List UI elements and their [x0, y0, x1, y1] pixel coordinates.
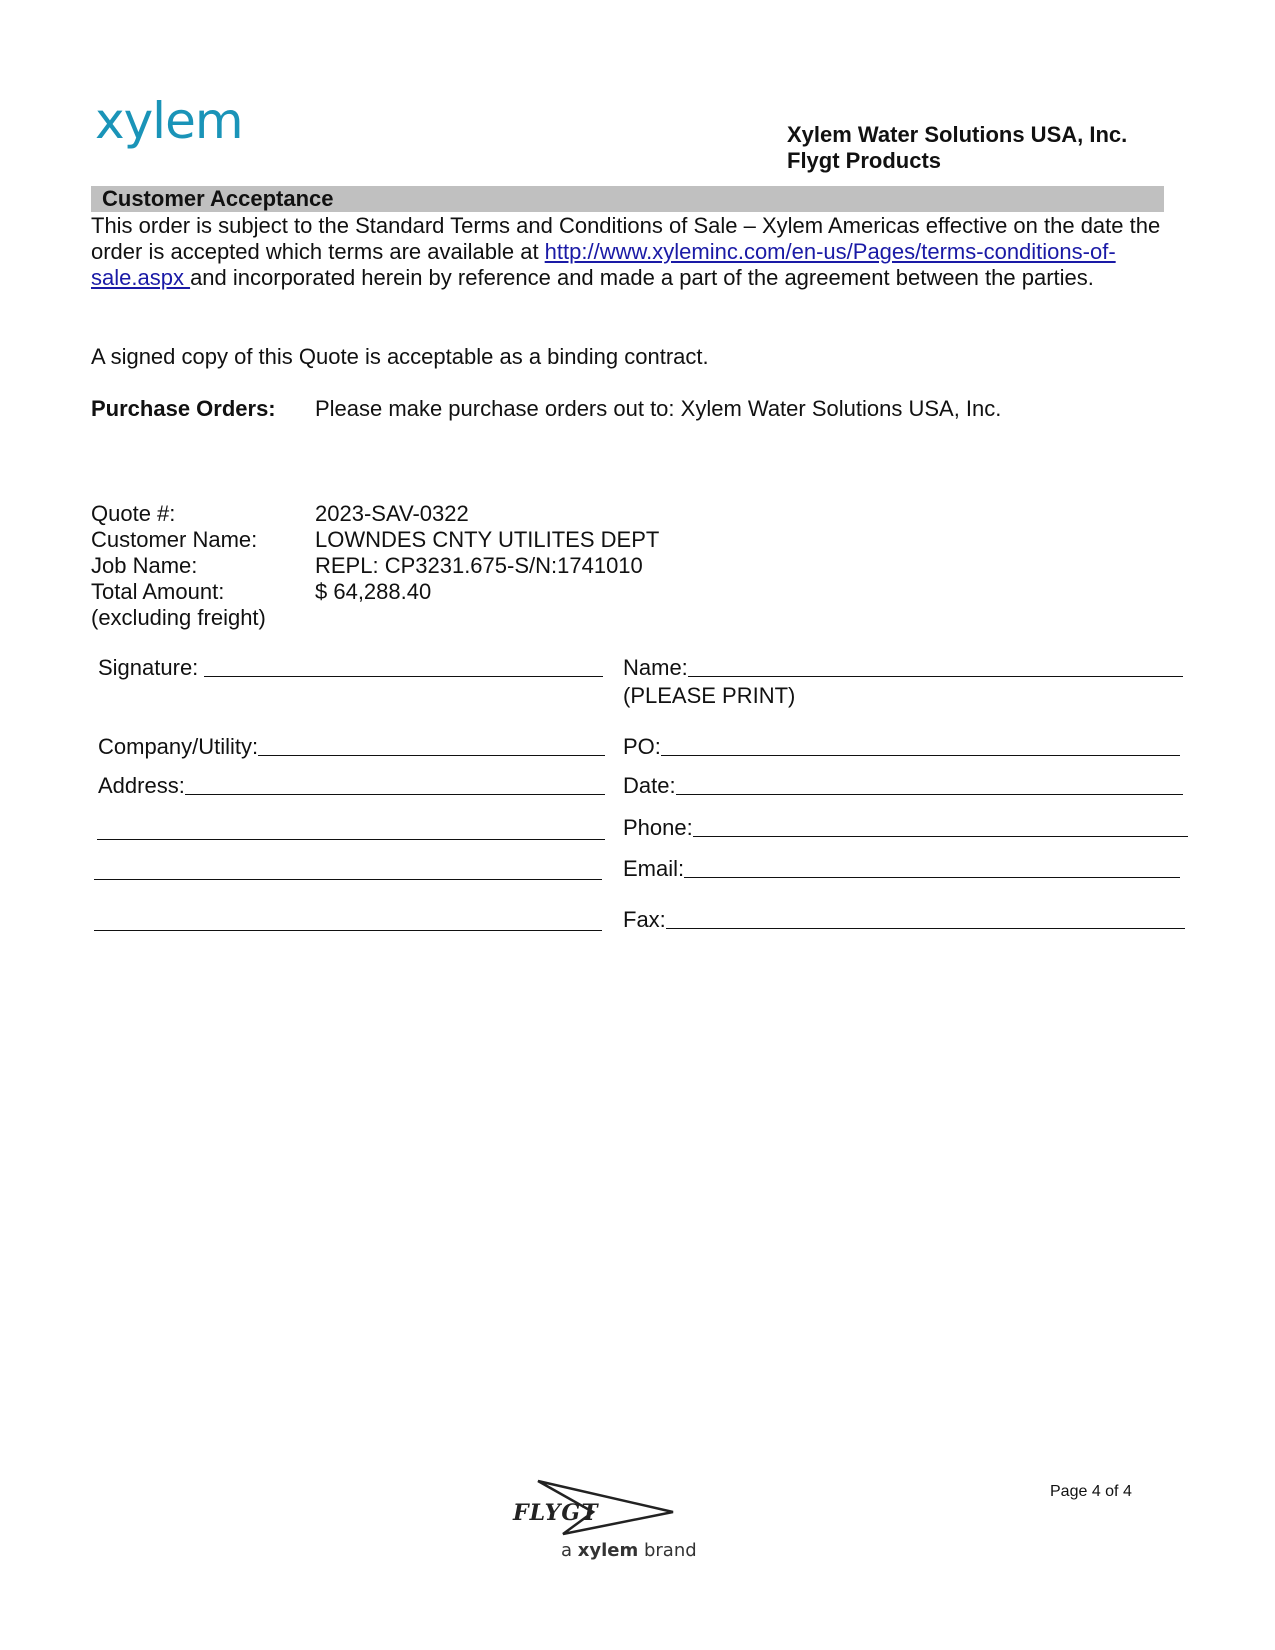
- email-label: Email:: [623, 856, 685, 881]
- company-utility-label: Company/Utility:: [98, 734, 259, 759]
- address-line-4[interactable]: [94, 930, 602, 931]
- quote-info: [91, 501, 659, 631]
- quote-number-label: Quote #:: [91, 501, 176, 526]
- svg-text:FLYGT: FLYGT: [513, 1500, 599, 1526]
- po-line[interactable]: [661, 733, 1180, 756]
- po-label: PO:: [623, 734, 661, 759]
- job-name-label: Job Name:: [91, 553, 198, 578]
- svg-text:a xylem brand: a xylem brand: [561, 1540, 697, 1561]
- terms-link[interactable]: http://www.xyleminc.com/en-us/Pages/terms-conditions-of-sale.aspx: [91, 239, 1116, 290]
- terms-text-before: This order is subject to the Standard Terms and Conditions of Sale – Xylem Americas effective on the date the order is accepted which terms are available at: [91, 213, 1161, 264]
- flygt-logo: [513, 1480, 697, 1570]
- total-amount-value: $ 64,288.40: [315, 579, 432, 604]
- address-field[interactable]: [98, 772, 605, 799]
- company-division: Flygt Products: [787, 148, 942, 173]
- quote-info-row: [91, 605, 659, 631]
- total-amount-label: Total Amount:: [91, 579, 225, 604]
- date-label: Date:: [623, 773, 676, 798]
- customer-name-label: Customer Name:: [91, 527, 258, 552]
- company-header: [787, 122, 1127, 174]
- fax-line[interactable]: [666, 906, 1185, 929]
- purchase-orders-line: [91, 396, 1166, 422]
- company-utility-line[interactable]: [258, 733, 605, 756]
- terms-text-after: and incorporated herein by reference and made a part of the agreement between the parties.: [190, 265, 1094, 290]
- quote-info-row: [91, 553, 659, 579]
- name-label: Name:: [623, 655, 688, 680]
- signature-field[interactable]: [98, 654, 603, 681]
- email-field[interactable]: [623, 855, 1180, 882]
- signature-label: Signature:: [98, 655, 205, 680]
- company-utility-field[interactable]: [98, 733, 605, 760]
- address-line[interactable]: [185, 772, 605, 795]
- section-title-customer-acceptance: Customer Acceptance: [91, 186, 1164, 212]
- purchase-orders-label: Purchase Orders:: [91, 396, 276, 421]
- quote-info-row: [91, 501, 659, 527]
- page-number: Page 4 of 4: [1050, 1483, 1132, 1500]
- address-label: Address:: [98, 773, 185, 798]
- signed-copy-note: A signed copy of this Quote is acceptable as a binding contract.: [91, 344, 709, 369]
- address-line-2[interactable]: [97, 839, 605, 840]
- freight-note: (excluding freight): [91, 605, 266, 630]
- quote-info-row: [91, 527, 659, 553]
- po-field[interactable]: [623, 733, 1180, 760]
- company-name: Xylem Water Solutions USA, Inc.: [787, 122, 1128, 147]
- purchase-orders-text: Please make purchase orders out to: Xylem Water Solutions USA, Inc.: [315, 396, 1002, 421]
- phone-label: Phone:: [623, 815, 693, 840]
- quote-info-row: [91, 579, 659, 605]
- quote-number-value: 2023-SAV-0322: [315, 501, 469, 526]
- address-line-3[interactable]: [94, 879, 602, 880]
- email-line[interactable]: [684, 855, 1180, 878]
- name-field[interactable]: [623, 654, 1183, 681]
- date-field[interactable]: [623, 772, 1183, 799]
- name-line[interactable]: [688, 654, 1183, 677]
- terms-paragraph: [91, 213, 1166, 291]
- fax-field[interactable]: [623, 906, 1185, 933]
- please-print-note: (PLEASE PRINT): [623, 683, 796, 708]
- phone-field[interactable]: [623, 814, 1188, 841]
- svg-text:xylem: xylem: [95, 92, 243, 150]
- xylem-logo: [95, 92, 265, 167]
- job-name-value: REPL: CP3231.675-S/N:1741010: [315, 553, 643, 578]
- customer-name-value: LOWNDES CNTY UTILITES DEPT: [315, 527, 660, 552]
- phone-line[interactable]: [693, 814, 1188, 837]
- fax-label: Fax:: [623, 907, 666, 932]
- signature-line[interactable]: [204, 654, 603, 677]
- date-line[interactable]: [676, 772, 1183, 795]
